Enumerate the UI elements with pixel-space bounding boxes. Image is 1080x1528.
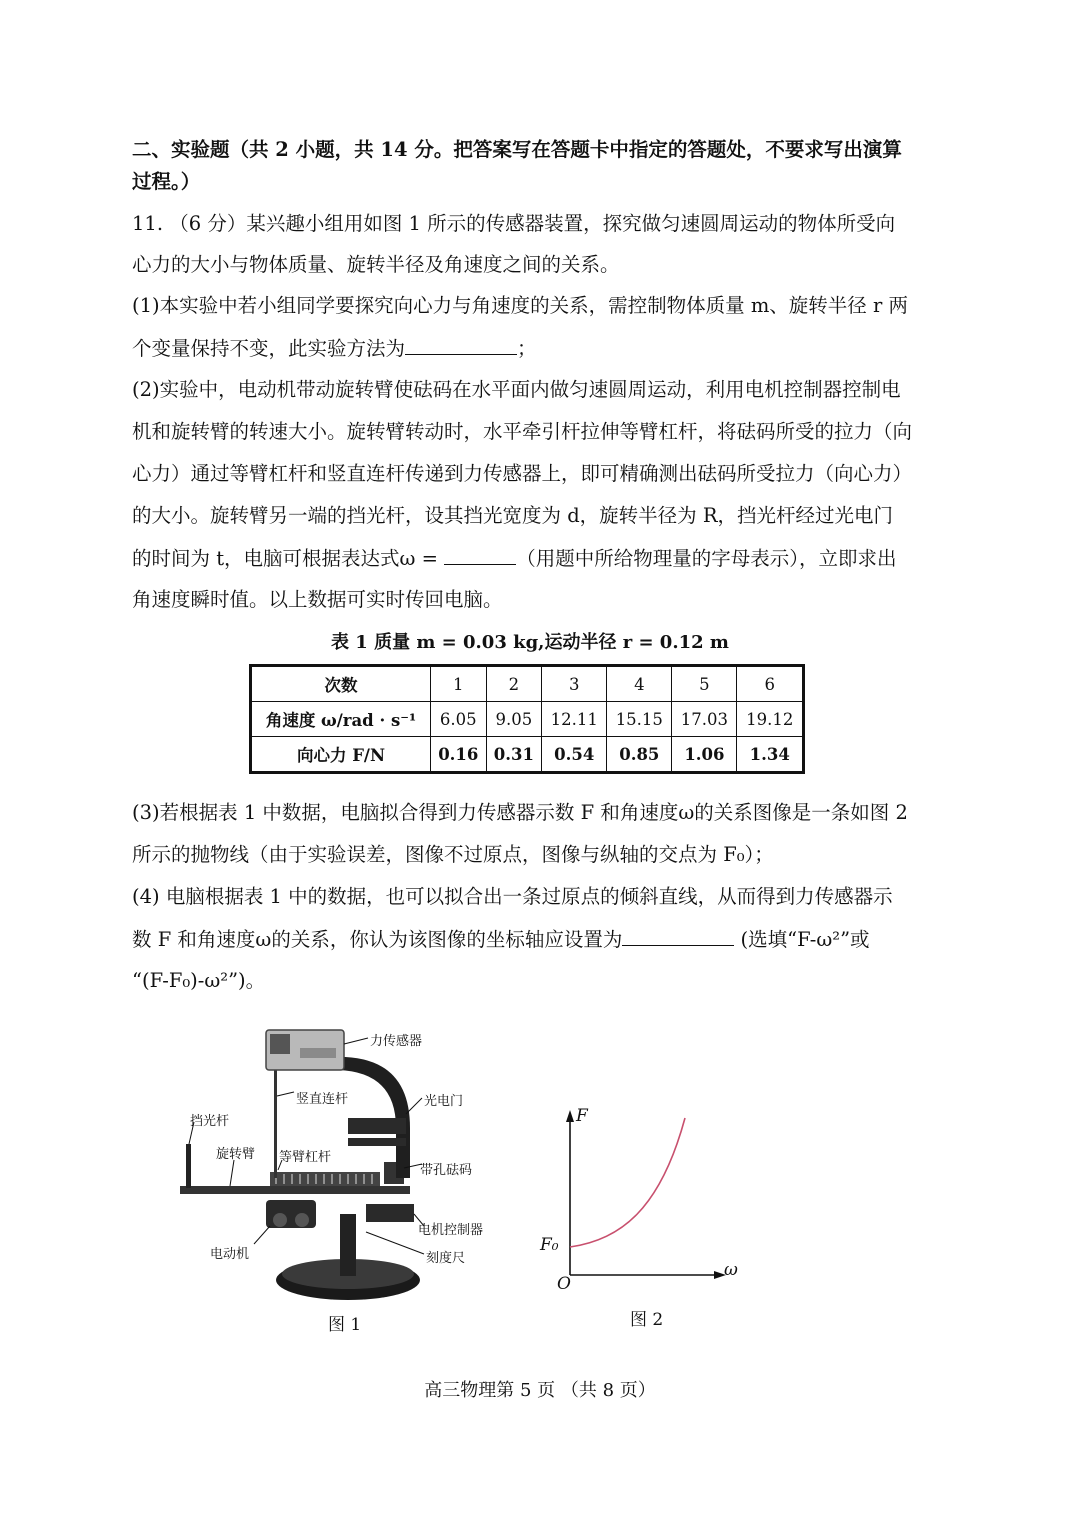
section-header-cont: 过程。）: [132, 170, 201, 193]
callout-motor-controller: 电机控制器: [418, 1223, 484, 1238]
callout-photogate: 光电门: [424, 1094, 464, 1109]
part3-text-2: 所示的抛物线（由于实验误差，图像不过原点，图像与纵轴的交点为 F₀）；: [132, 843, 774, 866]
table-cell: 19.12: [737, 702, 804, 737]
table-cell: 0.54: [542, 737, 607, 773]
x-axis-label: ω: [724, 1260, 738, 1280]
table-cell: 6.05: [431, 702, 487, 737]
part2-text-5: [132, 544, 952, 573]
part2-text-6: 角速度瞬时值。以上数据可实时传回电脑。: [132, 588, 503, 611]
parabola-curve: [570, 1118, 685, 1247]
table-header-trial: 次数: [251, 666, 431, 702]
table-row-force: [251, 737, 804, 773]
origin-label: O: [557, 1274, 571, 1294]
part1-end: ；: [517, 337, 537, 360]
callout-weight: 带孔砝码: [420, 1163, 473, 1178]
question-stem-cont: 心力的大小与物体质量、旋转半径及角速度之间的关系。: [132, 253, 620, 276]
callout-force-sensor: 力传感器: [370, 1034, 423, 1049]
figure2-label: 图 2: [630, 1310, 664, 1330]
table-cell: 1.34: [737, 737, 804, 773]
question-stem: 11. （6 分）某兴趣小组用如图 1 所示的传感器装置，探究做匀速圆周运动的物体所受向: [132, 212, 896, 235]
table-cell: 6: [737, 666, 804, 702]
table-cell: 12.11: [542, 702, 607, 737]
part1-text: (1)本实验中若小组同学要探究向心力与角速度的关系，需控制物体质量 m、旋转半径 r 两: [132, 294, 909, 317]
table-cell: 1.06: [672, 737, 737, 773]
intercept-label: F₀: [540, 1235, 559, 1255]
part1-text-cont: [132, 334, 952, 363]
callout-scale: 刻度尺: [426, 1251, 466, 1266]
table-header-omega: 角速度 ω/rad · s⁻¹: [251, 702, 431, 737]
callout-motor: 电动机: [210, 1247, 250, 1262]
part4-text-3: “(F-F₀)-ω²”)。: [132, 969, 266, 992]
callout-rotating-arm: 旋转臂: [216, 1147, 256, 1162]
table-row-trials: [251, 666, 804, 702]
part2-text-4: 的大小。旋转臂另一端的挡光杆，设其挡光宽度为 d，旋转半径为 R，挡光杆经过光电门: [132, 504, 894, 527]
table-cell: 1: [431, 666, 487, 702]
table-cell: 5: [672, 666, 737, 702]
answer-blank-1[interactable]: [405, 334, 517, 355]
callout-light-bar: 挡光杆: [190, 1114, 230, 1129]
part2-text-2: 机和旋转臂的转速大小。旋转臂转动时，水平牵引杆拉伸等臂杠杆，将砝码所受的拉力（向: [132, 420, 913, 443]
table-cell: 4: [607, 666, 672, 702]
part2-text-1: (2)实验中，电动机带动旋转臂使砝码在水平面内做匀速圆周运动，利用电机控制器控制电: [132, 378, 901, 401]
answer-blank-2[interactable]: [444, 544, 516, 565]
table-cell: 0.31: [486, 737, 542, 773]
table-row-omega: [251, 702, 804, 737]
table-cell: 0.16: [431, 737, 487, 773]
page-footer: 高三物理第 5 页 （共 8 页）: [424, 1380, 656, 1401]
table-cell: 9.05: [486, 702, 542, 737]
part4-text-2: [132, 925, 952, 954]
callout-vertical-rod: 竖直连杆: [296, 1092, 349, 1107]
y-axis-label: F: [576, 1106, 588, 1126]
part2-omega-expr: 的时间为 t，电脑可根据表达式ω =: [132, 547, 438, 570]
data-table: [249, 664, 805, 774]
part4-prompt: 数 F 和角速度ω的关系，你认为该图像的坐标轴应设置为: [132, 928, 623, 951]
answer-blank-3[interactable]: [622, 925, 734, 946]
table-cell: 0.85: [607, 737, 672, 773]
figure1-label: 图 1: [328, 1315, 362, 1335]
table-cell: 2: [486, 666, 542, 702]
part4-choices: (选填“F-ω²”或: [740, 928, 870, 951]
table-cell: 17.03: [672, 702, 737, 737]
part2-omega-note: （用题中所给物理量的字母表示），立即求出: [516, 547, 897, 570]
callout-lever: 等臂杠杆: [279, 1150, 332, 1165]
part3-text-1: (3)若根据表 1 中数据，电脑拟合得到力传感器示数 F 和角速度ω的关系图像是一条如图 2: [132, 801, 908, 824]
table-cell: 15.15: [607, 702, 672, 737]
part2-text-3: 心力）通过等臂杠杆和竖直连杆传递到力传感器上，即可精确测出砝码所受拉力（向心力）: [132, 462, 913, 485]
table-caption: 表 1 质量 m = 0.03 kg,运动半径 r = 0.12 m: [331, 632, 729, 653]
table-header-force: 向心力 F/N: [251, 737, 431, 773]
table-cell: 3: [542, 666, 607, 702]
section-header: 二、实验题（共 2 小题，共 14 分。把答案写在答题卡中指定的答题处，不要求写出演算: [132, 138, 902, 161]
part1-prompt: 个变量保持不变，此实验方法为: [132, 337, 406, 360]
part4-text-1: (4) 电脑根据表 1 中的数据，也可以拟合出一条过原点的倾斜直线，从而得到力传感器示: [132, 885, 893, 908]
